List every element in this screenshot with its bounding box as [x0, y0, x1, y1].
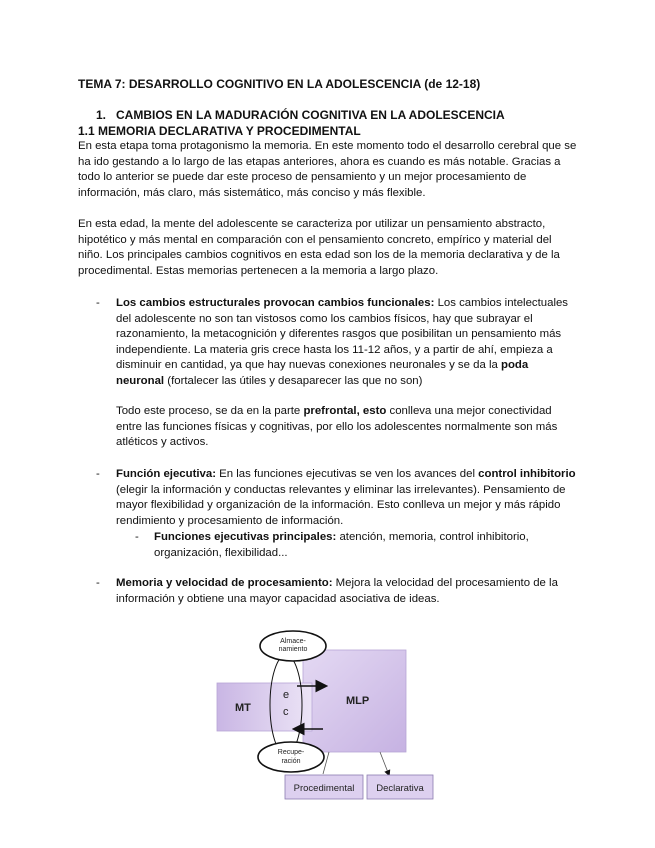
bullet-marker: -	[96, 577, 100, 589]
bullet-continuation-paragraph	[116, 404, 578, 451]
connector-declarativa	[380, 752, 389, 775]
storage-label-1: Almace-	[280, 638, 306, 645]
paragraph-adolescent-mind: En esta edad, la mente del adolescente se caracteriza por utilizar un pensamiento abstracto, hipotético y más mental en comparación con el pensamiento concreto, empírico y material del niño. Los principales cambios cognitivos en esta edad son los de la memoria declarativa y de la procedimental. Estas memorias pertenecen a la memoria a largo plazo.	[78, 218, 560, 277]
storage-label-2: namiento	[278, 646, 308, 653]
bullet-bold-label: Los cambios estructurales provocan cambios funcionales:	[116, 297, 435, 309]
bullet-text: (fortalecer las útiles y desaparecer las que no son)	[164, 374, 423, 387]
bullet-bold-term: poda neuronal	[116, 359, 529, 387]
sub-bullet-marker: -	[135, 531, 139, 543]
ec-label-c: c	[283, 706, 289, 718]
mt-box	[217, 683, 312, 731]
retrieval-ellipse	[258, 742, 324, 772]
section-number: 1.	[96, 108, 107, 122]
memory-diagram	[205, 625, 445, 805]
mlp-label: MLP	[346, 695, 370, 707]
sub-bullet-bold-label: Funciones ejecutivas principales:	[154, 531, 337, 543]
mt-label: MT	[235, 702, 251, 714]
bullet-memory-speed	[116, 576, 578, 607]
procedimental-label: Procedimental	[293, 783, 355, 794]
continuation-text: conlleva una mejor conectividad entre las funciones físicas y cognitivas, por ello los adolescentes normalmente son más atléticos y activos.	[116, 405, 558, 449]
bullet-text: En las funciones ejecutivas se ven los avances del	[216, 468, 479, 480]
bullet-structural-changes	[116, 296, 578, 390]
retrieval-label-2: ración	[281, 758, 301, 765]
bullet-marker: -	[96, 297, 100, 309]
bullet-marker: -	[96, 468, 100, 480]
ec-label-e: e	[283, 689, 290, 701]
bullet-text: Los cambios intelectuales del adolescente no son tan vistosos como los cambios físicos, hay que subrayar el razonamiento, la metacognición y diferentes rasgos que posibilitan un pensamiento más independiente. La materia gris crece hasta los 11-12 años, y a partir de ahí, empieza a disminuir en cantidad, ya que hay nuevas conexiones neuronales y se da la	[116, 297, 569, 372]
bullet-text: Mejora la velocidad del procesamiento de la información y obtiene una mayor capacidad asociativa de ideas.	[116, 577, 558, 605]
sub-bullet-text: atención, memoria, control inhibitorio, organización, flexibilidad...	[154, 531, 529, 559]
sub-bullet-main-functions	[154, 530, 574, 561]
bullet-bold-label: Memoria y velocidad de procesamiento:	[116, 577, 333, 589]
continuation-bold: prefrontal,	[303, 405, 360, 417]
section-heading-text: CAMBIOS EN LA MADURACIÓN COGNITIVA EN LA ADOLESCENCIA	[116, 108, 505, 122]
bullet-bold-term: control inhibitorio	[478, 468, 576, 480]
subsection-heading: 1.1 MEMORIA DECLARATIVA Y PROCEDIMENTAL	[78, 124, 361, 138]
continuation-text: Todo este proceso, se da en la parte	[116, 405, 304, 417]
bullet-bold-label: Función ejecutiva:	[116, 468, 217, 480]
document-title: TEMA 7: DESARROLLO COGNITIVO EN LA ADOLESCENCIA (de 12-18)	[78, 77, 481, 91]
declarativa-label: Declarativa	[376, 783, 424, 794]
bullet-executive-function	[116, 467, 578, 529]
bullet-text: (elegir la información y conductas relevantes y eliminar las irrelevantes). Pensamiento de mayor flexibilidad y organización de la información. Esto conlleva un mejor y más rápido rendimiento y procesamiento de información.	[116, 483, 566, 527]
retrieval-label-1: Recupe-	[277, 749, 305, 756]
continuation-bold: esto	[359, 405, 387, 417]
paragraph-intro: En esta etapa toma protagonismo la memoria. En este momento todo el desarrollo cerebral que se ha ido gestando a lo largo de las etapas anteriores, ahora es cuando es más notable. Gracias a todo lo anterior se puede dar este proceso de pensamiento y un mejor procesamiento de información, más claro, más sistemático, más conciso y más flexible.	[78, 140, 577, 199]
section-heading	[96, 108, 505, 122]
